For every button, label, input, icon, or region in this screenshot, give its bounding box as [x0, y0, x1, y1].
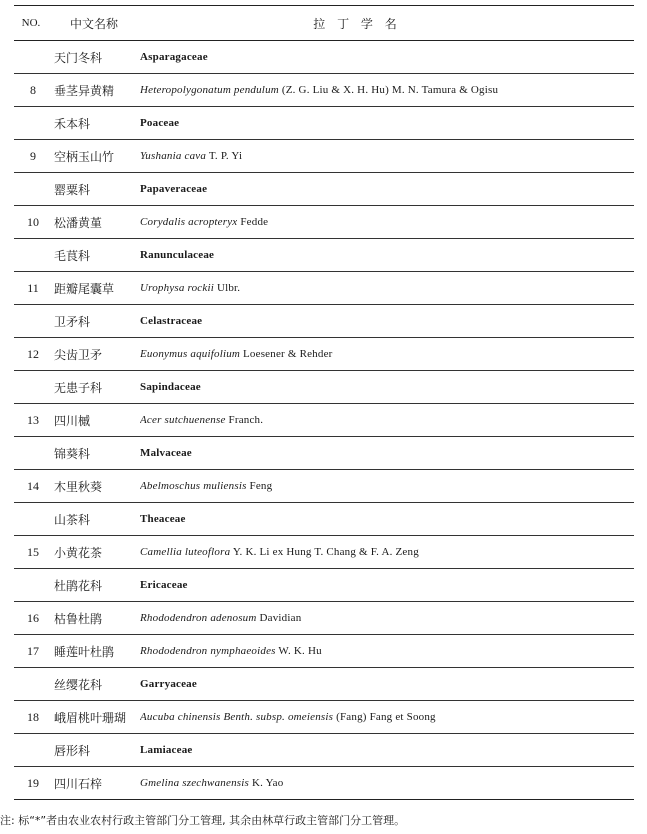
row-number [14, 503, 52, 536]
latin-name-cell [140, 272, 634, 305]
family-latin-name: Malvaceae [140, 447, 192, 459]
species-row [14, 140, 634, 173]
chinese-name: 丝缨花科 [52, 668, 140, 701]
latin-name-cell [140, 569, 634, 602]
chinese-name: 空柄玉山竹 [52, 140, 140, 173]
authority: Ulbr. [216, 282, 241, 294]
family-latin-name: Sapindaceae [140, 381, 201, 393]
row-number [14, 107, 52, 140]
row-number: 8 [14, 74, 52, 107]
family-row [14, 437, 634, 470]
scientific-name: Rhododendron adenosum [140, 612, 257, 624]
latin-name-cell [140, 734, 634, 767]
chinese-name: 天门冬科 [52, 41, 140, 74]
authority: (Fang) Fang et Soong [336, 711, 436, 723]
family-row [14, 239, 634, 272]
chinese-name: 小黄花茶 [52, 536, 140, 569]
scientific-name: Heteropolygonatum pendulum [140, 84, 279, 96]
row-number [14, 371, 52, 404]
chinese-name: 尖齿卫矛 [52, 338, 140, 371]
authority: Davidian [259, 612, 302, 624]
family-row [14, 107, 634, 140]
latin-name-cell [140, 41, 634, 74]
family-row [14, 305, 634, 338]
latin-name-cell [140, 437, 634, 470]
species-table-container [14, 5, 634, 800]
latin-name-cell [140, 668, 634, 701]
authority: Fedde [240, 216, 269, 228]
family-row [14, 668, 634, 701]
scientific-name: Corydalis acropteryx [140, 216, 238, 228]
family-latin-name: Garryaceae [140, 678, 197, 690]
species-row [14, 701, 634, 734]
family-row [14, 503, 634, 536]
latin-name-cell [140, 371, 634, 404]
latin-name-cell [140, 536, 634, 569]
authority: Franch. [228, 414, 264, 426]
chinese-name: 睡莲叶杜鹃 [52, 635, 140, 668]
row-number: 15 [14, 536, 52, 569]
header-latin-name: 拉 丁 学 名 [140, 6, 634, 41]
row-number [14, 305, 52, 338]
authority: W. K. Hu [278, 645, 322, 657]
family-latin-name: Poaceae [140, 117, 180, 129]
row-number: 14 [14, 470, 52, 503]
table-body [14, 41, 634, 800]
chinese-name: 杜鹃花科 [52, 569, 140, 602]
row-number: 10 [14, 206, 52, 239]
scientific-name: Acer sutchuenense [140, 414, 226, 426]
row-number: 18 [14, 701, 52, 734]
latin-name-cell [140, 701, 634, 734]
family-row [14, 41, 634, 74]
authority: Y. K. Li ex Hung T. Chang & F. A. Zeng [232, 546, 419, 558]
authority: Feng [249, 480, 273, 492]
chinese-name: 卫矛科 [52, 305, 140, 338]
latin-name-cell [140, 305, 634, 338]
row-number: 17 [14, 635, 52, 668]
footnote: 注: 标“*”者由农业农村行政主管部门分工管理, 其余由林草行政主管部门分工管理。 [0, 814, 406, 827]
species-row [14, 470, 634, 503]
authority: Loesener & Rehder [243, 348, 333, 360]
family-row [14, 569, 634, 602]
species-row [14, 206, 634, 239]
chinese-name: 禾本科 [52, 107, 140, 140]
species-row [14, 272, 634, 305]
family-row [14, 371, 634, 404]
row-number [14, 239, 52, 272]
scientific-name: Camellia luteoflora [140, 546, 231, 558]
species-row [14, 602, 634, 635]
row-number [14, 173, 52, 206]
latin-name-cell [140, 635, 634, 668]
chinese-name: 枯鲁杜鹃 [52, 602, 140, 635]
latin-name-cell [140, 338, 634, 371]
chinese-name: 木里秋葵 [52, 470, 140, 503]
latin-name-cell [140, 206, 634, 239]
latin-name-cell [140, 602, 634, 635]
scientific-name: Euonymus aquifolium [140, 348, 241, 360]
family-latin-name: Celastraceae [140, 315, 203, 327]
row-number [14, 41, 52, 74]
chinese-name: 锦葵科 [52, 437, 140, 470]
latin-name-cell [140, 140, 634, 173]
chinese-name: 毛茛科 [52, 239, 140, 272]
authority: (Z. G. Liu & X. H. Hu) M. N. Tamura & Ogisu [281, 84, 499, 96]
species-row [14, 338, 634, 371]
scientific-name: Urophysa rockii [140, 282, 214, 294]
chinese-name: 松潘黄堇 [52, 206, 140, 239]
scientific-name: Rhododendron nymphaeoides [140, 645, 276, 657]
row-number [14, 569, 52, 602]
row-number: 13 [14, 404, 52, 437]
latin-name-cell [140, 404, 634, 437]
chinese-name: 罂粟科 [52, 173, 140, 206]
latin-name-cell [140, 173, 634, 206]
latin-name-cell [140, 239, 634, 272]
latin-name-cell [140, 74, 634, 107]
family-latin-name: Ranunculaceae [140, 249, 215, 261]
family-latin-name: Lamiaceae [140, 744, 193, 756]
chinese-name: 峨眉桃叶珊瑚 [52, 701, 140, 734]
chinese-name: 垂茎异黄精 [52, 74, 140, 107]
authority: K. Yao [251, 777, 284, 789]
species-table [14, 5, 634, 800]
row-number: 19 [14, 767, 52, 800]
chinese-name: 四川槭 [52, 404, 140, 437]
header-chinese-name: 中文名称 [52, 6, 140, 41]
scientific-name: Abelmoschus muliensis [140, 480, 247, 492]
family-latin-name: Asparagaceae [140, 51, 208, 63]
row-number [14, 734, 52, 767]
species-row [14, 404, 634, 437]
chinese-name: 唇形科 [52, 734, 140, 767]
latin-name-cell [140, 767, 634, 800]
family-row [14, 734, 634, 767]
family-latin-name: Ericaceae [140, 579, 188, 591]
row-number [14, 437, 52, 470]
species-row [14, 74, 634, 107]
family-latin-name: Theaceae [140, 513, 186, 525]
latin-name-cell [140, 503, 634, 536]
scientific-name: Aucuba chinensis Benth. subsp. omeiensis [140, 711, 334, 723]
chinese-name: 山茶科 [52, 503, 140, 536]
row-number: 9 [14, 140, 52, 173]
table-header-row [14, 6, 634, 41]
row-number [14, 668, 52, 701]
row-number: 16 [14, 602, 52, 635]
scientific-name: Yushania cava [140, 150, 207, 162]
species-row [14, 536, 634, 569]
family-latin-name: Papaveraceae [140, 183, 208, 195]
authority: T. P. Yi [208, 150, 243, 162]
species-row [14, 767, 634, 800]
scientific-name: Gmelina szechwanensis [140, 777, 249, 789]
latin-name-cell [140, 107, 634, 140]
row-number: 12 [14, 338, 52, 371]
row-number: 11 [14, 272, 52, 305]
family-row [14, 173, 634, 206]
chinese-name: 无患子科 [52, 371, 140, 404]
species-row [14, 635, 634, 668]
header-no: NO. [14, 6, 52, 41]
chinese-name: 距瓣尾囊草 [52, 272, 140, 305]
chinese-name: 四川石梓 [52, 767, 140, 800]
latin-name-cell [140, 470, 634, 503]
